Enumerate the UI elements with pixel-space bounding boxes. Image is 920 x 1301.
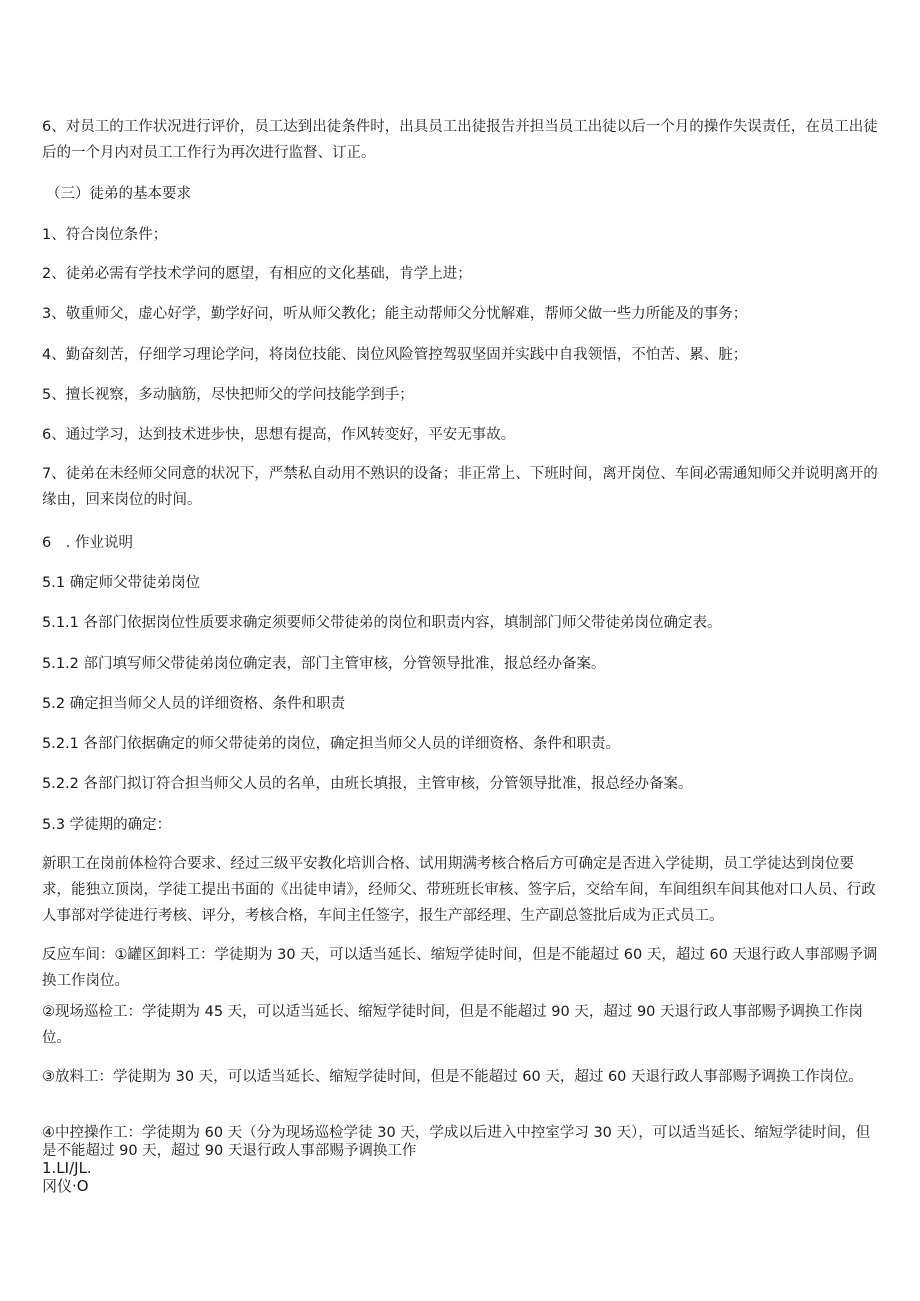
paragraph-5-1-1: 5.1.1 各部门依据岗位性质要求确定须要师父带徒弟的岗位和职责内容，填制部门师父带徒弟岗位确定表。 [42, 615, 722, 631]
ocr-fragment-2: 冈仪·O [42, 1177, 89, 1195]
paragraph-requirement-3: 3、敬重师父，虚心好学，勤学好问，听从师父教化；能主动帮师父分忧解难，帮师父做一些力所能及的事务； [42, 306, 748, 322]
section-heading-work-instructions: 6 . 作业说明 [42, 535, 133, 551]
section-heading-apprentice-requirements: （三）徒弟的基本要求 [46, 186, 191, 202]
section-heading-5-1: 5.1 确定师父带徒弟岗位 [42, 575, 201, 591]
paragraph-requirement-7: 7、徒弟在未经师父同意的状况下，严禁私自动用不熟识的设备；非正常上、下班时间，离开岗位、车间必需通知师父并说明离开的缘由，回来岗位的时间。 [42, 466, 878, 508]
paragraph-discharge-worker: ③放料工：学徒期为 30 天，可以适当延长、缩短学徒时间，但是不能超过 60 天，超过 60 天退行政人事部赐予调换工作岗位。 [42, 1069, 864, 1085]
paragraph-requirement-2: 2、徒弟必需有学技术学问的愿望，有相应的文化基础，肯学上进； [42, 266, 472, 282]
paragraph-5-2-1: 5.2.1 各部门依据确定的师父带徒弟的岗位，确定担当师父人员的详细资格、条件和职责。 [42, 736, 620, 752]
paragraph-requirement-5: 5、擅长视察，多动脑筋，尽快把师父的学问技能学到手； [42, 387, 414, 403]
section-heading-5-3: 5.3 学徒期的确定： [42, 817, 172, 833]
paragraph-central-control-operator: ④中控操作工：学徒期为 60 天（分为现场巡检学徒 30 天，学成以后进入中控室学习 30 天），可以适当延长、缩短学徒时间，但是不能超过 90 天，超过 90 天退行政人事部赐予调换工作 [42, 1125, 871, 1159]
paragraph-mentor-duty-6: 6、对员工的工作状况进行评价，员工达到出徒条件时，出具员工出徒报告并担当员工出徒以后一个月的操作失误责任，在员工出徒后的一个月内对员工工作行为再次进行监督、订正。 [42, 119, 878, 161]
paragraph-field-inspector: ②现场巡检工：学徒期为 45 天，可以适当延长、缩短学徒时间，但是不能超过 90 天，超过 90 天退行政人事部赐予调换工作岗位。 [42, 1004, 864, 1046]
paragraph-requirement-1: 1、符合岗位条件； [42, 227, 168, 243]
paragraph-requirement-6: 6、通过学习，达到技术进步快，思想有提高，作风转变好，平安无事故。 [42, 427, 516, 443]
paragraph-requirement-4: 4、勤奋刻苦，仔细学习理论学问，将岗位技能、岗位风险管控驾驭坚固并实践中自我领悟，不怕苦、累、脏； [42, 347, 748, 363]
paragraph-apprenticeship-determination: 新职工在岗前体检符合要求、经过三级平安教化培训合格、试用期满考核合格后方可确定是否进入学徒期，员工学徒达到岗位要求，能独立顶岗，学徒工提出书面的《出徒申请》，经师父、带班班长审核、签字后，交给车间，车间组织车间其他对口人员、行政人事部对学徒进行考核、评分，考核合格，车间主任签字，报生产部经理、生产副总签批后成为正式员工。 [42, 856, 876, 924]
ocr-fragment-1: 1.LI/JL. [42, 1159, 92, 1177]
paragraph-5-2-2: 5.2.2 各部门拟订符合担当师父人员的名单，由班长填报，主管审核，分管领导批准，报总经办备案。 [42, 776, 693, 792]
paragraph-tank-unloader: 反应车间：①罐区卸料工：学徒期为 30 天，可以适当延长、缩短学徒时间，但是不能超过 60 天，超过 60 天退行政人事部赐予调换工作岗位。 [42, 947, 878, 989]
paragraph-5-1-2: 5.1.2 部门填写师父带徒弟岗位确定表，部门主管审核，分管领导批准，报总经办备案。 [42, 656, 606, 672]
section-heading-5-2: 5.2 确定担当师父人员的详细资格、条件和职责 [42, 696, 346, 712]
